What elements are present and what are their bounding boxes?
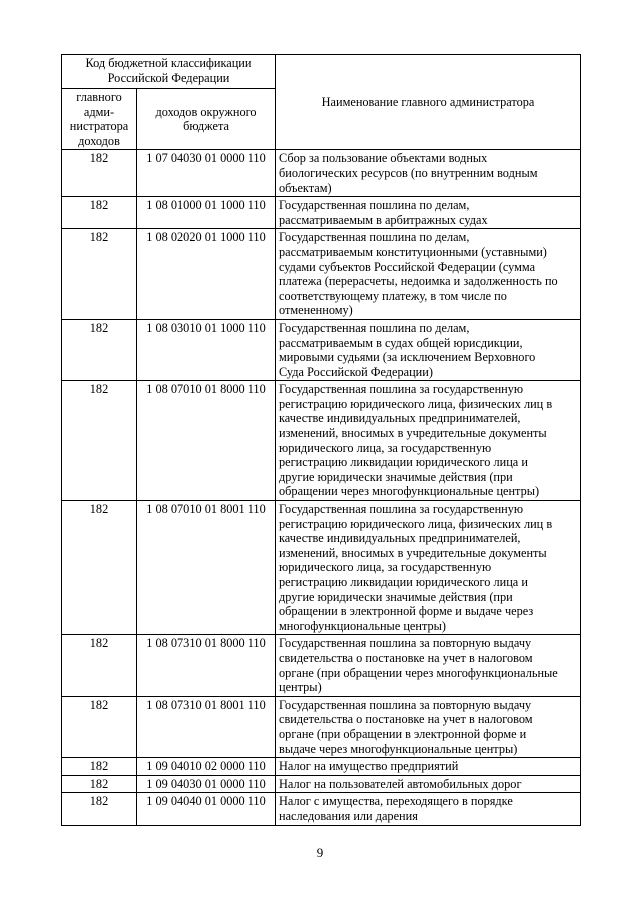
admin-code-cell: 182 <box>62 501 137 635</box>
revenue-code-cell: 1 09 04010 02 0000 110 <box>137 758 276 776</box>
table-row <box>62 381 581 501</box>
admin-name-cell: Государственная пошлина за государственную регистрацию юридического лица, физических лиц в качестве индивидуальных предпринимателей, изменений, вносимых в учредительные документы юридического лица, за государственную регистрацию ликвидации юридического лица и другие юридически значимые действия (при обращении в электронной форме и выдаче через многофункциональные центры) <box>276 501 581 635</box>
page-number: 9 <box>316 845 324 860</box>
revenue-code-cell: 1 08 07310 01 8001 110 <box>137 696 276 757</box>
admin-code-cell: 182 <box>62 696 137 757</box>
revenue-code-cell: 1 08 02020 01 1000 110 <box>137 229 276 320</box>
table-row <box>62 150 581 197</box>
revenue-code-cell: 1 08 03010 01 1000 110 <box>137 319 276 380</box>
admin-code-cell: 182 <box>62 775 137 793</box>
admin-name-cell: Сбор за пользование объектами водных биологических ресурсов (по внутренним водным объектам) <box>276 150 581 197</box>
admin-name-cell: Налог на имущество предприятий <box>276 758 581 776</box>
revenue-code-cell: 1 09 04040 01 0000 110 <box>137 793 276 825</box>
admin-name-cell: Государственная пошлина за повторную выдачу свидетельства о постановке на учет в налоговом органе (при обращении через многофункциональные центры) <box>276 635 581 696</box>
budget-classification-table <box>61 54 581 826</box>
revenue-code-cell: 1 08 07310 01 8000 110 <box>137 635 276 696</box>
header-row-1 <box>62 55 581 89</box>
admin-code-cell: 182 <box>62 793 137 825</box>
revenue-code-cell: 1 08 01000 01 1000 110 <box>137 197 276 229</box>
header-chief-admin-cell: главного адми- нистратора доходов <box>62 89 137 150</box>
admin-code-cell: 182 <box>62 319 137 380</box>
admin-code-cell: 182 <box>62 229 137 320</box>
table-row <box>62 775 581 793</box>
header-group-cell: Код бюджетной классификации Российской Федерации <box>62 55 276 89</box>
table-row <box>62 758 581 776</box>
revenue-code-cell: 1 08 07010 01 8001 110 <box>137 501 276 635</box>
table-body <box>62 150 581 825</box>
admin-code-cell: 182 <box>62 381 137 501</box>
admin-code-cell: 182 <box>62 758 137 776</box>
table-row <box>62 793 581 825</box>
revenue-code-cell: 1 08 07010 01 8000 110 <box>137 381 276 501</box>
admin-name-cell: Государственная пошлина по делам, рассматриваемым конституционными (уставными) судами субъектов Российской Федерации (сумма платежа (перерасчеты, недоимка и задолженность по соответствующему платежу, в том числе по отмененному) <box>276 229 581 320</box>
table-row <box>62 501 581 635</box>
table-row <box>62 229 581 320</box>
admin-code-cell: 182 <box>62 197 137 229</box>
budget-classification-table-page <box>61 54 580 826</box>
header-admin-name-cell: Наименование главного администратора <box>276 55 581 150</box>
admin-name-cell: Государственная пошлина по делам, рассматриваемым в арбитражных судах <box>276 197 581 229</box>
admin-code-cell: 182 <box>62 150 137 197</box>
table-row <box>62 319 581 380</box>
table-row <box>62 197 581 229</box>
header-revenue-code-cell: доходов окружного бюджета <box>137 89 276 150</box>
admin-code-cell: 182 <box>62 635 137 696</box>
revenue-code-cell: 1 09 04030 01 0000 110 <box>137 775 276 793</box>
admin-name-cell: Налог с имущества, переходящего в порядке наследования или дарения <box>276 793 581 825</box>
table-row <box>62 635 581 696</box>
admin-name-cell: Государственная пошлина по делам, рассматриваемым в судах общей юрисдикции, мировыми судьями (за исключением Верховного Суда Российской Федерации) <box>276 319 581 380</box>
admin-name-cell: Налог на пользователей автомобильных дорог <box>276 775 581 793</box>
table-row <box>62 696 581 757</box>
admin-name-cell: Государственная пошлина за повторную выдачу свидетельства о постановке на учет в налоговом органе (при обращении в электронной форме и выдаче через многофункциональные центры) <box>276 696 581 757</box>
admin-name-cell: Государственная пошлина за государственную регистрацию юридического лица, физических лиц в качестве индивидуальных предпринимателей, изменений, вносимых в учредительные документы юридического лица, за государственную регистрацию ликвидации юридического лица и другие юридически значимые действия (при обращении через многофункциональные центры) <box>276 381 581 501</box>
revenue-code-cell: 1 07 04030 01 0000 110 <box>137 150 276 197</box>
